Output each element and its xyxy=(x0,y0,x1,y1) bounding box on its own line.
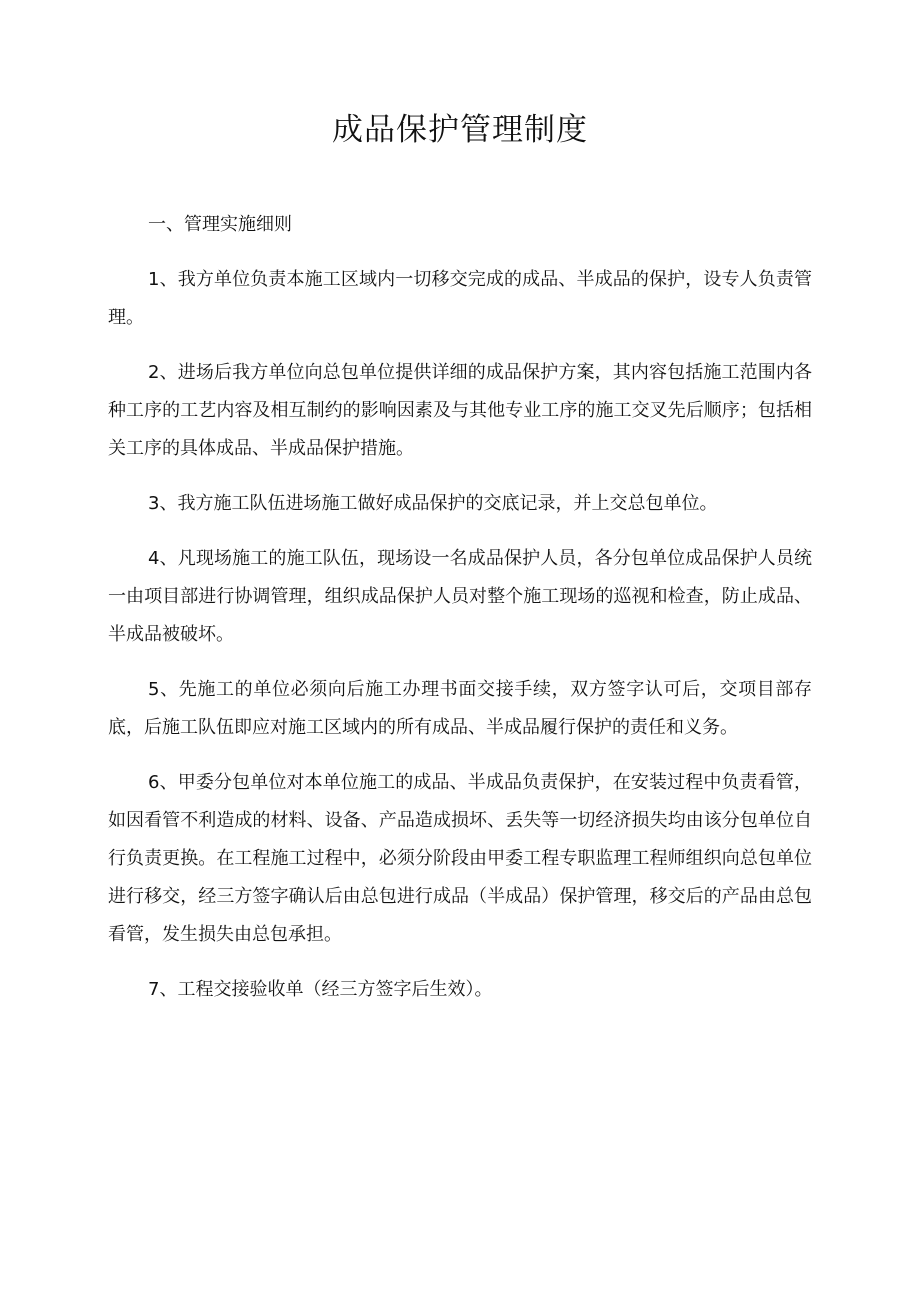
document-body xyxy=(108,206,812,1009)
paragraph-5: 5、先施工的单位必须向后施工办理书面交接手续，双方签字认可后，交项目部存底，后施工队伍即应对施工区域内的所有成品、半成品履行保护的责任和义务。 xyxy=(108,679,812,738)
paragraph-1: 1、我方单位负责本施工区域内一切移交完成的成品、半成品的保护，设专人负责管理。 xyxy=(108,269,812,328)
paragraph-2: 2、进场后我方单位向总包单位提供详细的成品保护方案，其内容包括施工范围内各种工序的工艺内容及相互制约的影响因素及与其他专业工序的施工交叉先后顺序；包括相关工序的具体成品、半成品保护措施。 xyxy=(108,362,812,459)
section-heading: 一、管理实施细则 xyxy=(148,214,292,235)
paragraph-6: 6、甲委分包单位对本单位施工的成品、半成品负责保护，在安装过程中负责看管，如因看管不利造成的材料、设备、产品造成损坏、丢失等一切经济损失均由该分包单位自行负责更换。在工程施工过程中，必须分阶段由甲委工程专职监理工程师组织向总包单位进行移交，经三方签字确认后由总包进行成品（半成品）保护管理，移交后的产品由总包看管，发生损失由总包承担。 xyxy=(108,772,812,945)
document-title: 成品保护管理制度 xyxy=(332,112,588,148)
paragraph-7: 7、工程交接验收单（经三方签字后生效）。 xyxy=(148,979,493,1000)
paragraph-3: 3、我方施工队伍进场施工做好成品保护的交底记录，并上交总包单位。 xyxy=(148,493,718,514)
paragraph-4: 4、凡现场施工的施工队伍，现场设一名成品保护人员，各分包单位成品保护人员统一由项目部进行协调管理，组织成品保护人员对整个施工现场的巡视和检查，防止成品、半成品被破坏。 xyxy=(108,548,812,645)
